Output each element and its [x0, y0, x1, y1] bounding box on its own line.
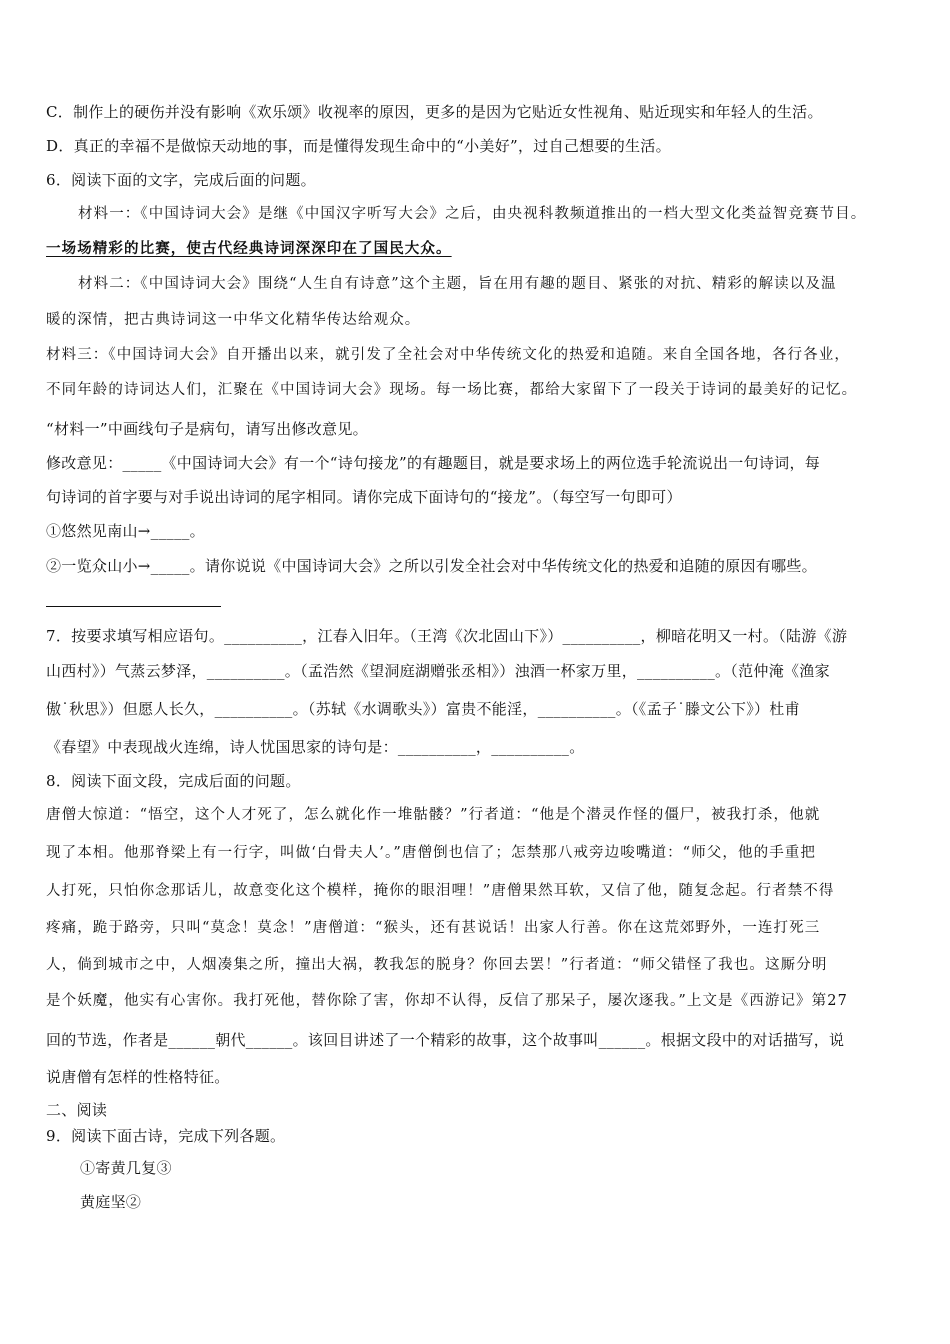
material-2-line-1: 材料二：《中国诗词大会》围绕“人生自有诗意”这个主题，旨在用有趣的题目、紧张的对抗、精彩的解读以及温	[78, 276, 837, 292]
poem-author: 黄庭坚②	[80, 1193, 142, 1211]
material-1-line-1: 材料一：《中国诗词大会》是继《中国汉字听写大会》之后，由央视科教频道推出的一档大型文化类益智竞赛节目。	[78, 206, 867, 222]
question-7-line-3: 傲˙秋思》）但愿人长久，__________。（苏轼《水调歌头》）富贵不能淫，__________。（《孟子˙滕文公下》）杜甫	[46, 700, 800, 718]
passage-line-4: 疼痛，跪于路旁，只叫“莫念！莫念！”唐僧道：“猴头，还有甚说话！出家人行善。你在这荒郊野外，一连打死三	[46, 920, 821, 936]
passage-line-1: 唐僧大惊道：“悟空，这个人才死了，怎么就化作一堆骷髅？”行者道：“他是个潜灵作怪的僵尸，被我打杀，他就	[46, 807, 821, 823]
question-7-line-1: 7．按要求填写相应语句。__________，江春入旧年。（王湾《次北固山下》）__________，柳暗花明又一村。（陆游《游	[46, 627, 848, 645]
question-8-prompt-line-1: 回的节选，作者是______朝代______。该回目讲述了一个精彩的故事，这个故事叫______。根据文段中的对话描写，说	[46, 1031, 845, 1049]
material-1-underlined-sentence: 一场场精彩的比赛，使古代经典诗词深深印在了国民大众。	[46, 240, 452, 257]
question-7-line-4: 《春望》中表现战火连绵，诗人忧国思家的诗句是：__________，__________。	[46, 738, 585, 756]
passage-line-5: 人，倘到城市之中，人烟凑集之所，撞出大祸，教我怎的脱身？你回去罢！”行者道：“师父错怪了我也。这厮分明	[46, 957, 828, 973]
question-6-prompt: “材料一”中画线句子是病句，请写出修改意见。	[46, 420, 368, 438]
question-6-heading: 6．阅读下面的文字，完成后面的问题。	[46, 171, 316, 189]
answer-blank-line	[46, 606, 221, 607]
material-2-line-2: 暖的深情，把古典诗词这一中华文化精华传达给观众。	[46, 312, 421, 328]
option-d: D．真正的幸福不是做惊天动地的事，而是懂得发现生命中的“小美好”，过自己想要的生活。	[46, 137, 671, 155]
material-3-line-1: 材料三：《中国诗词大会》自开播出以来，就引发了全社会对中华传统文化的热爱和追随。来自全国各地，各行各业，	[46, 347, 850, 363]
poem-title: ①寄黄几复③	[80, 1159, 172, 1177]
material-3-line-2: 不同年龄的诗词达人们，汇聚在《中国诗词大会》现场。每一场比赛，都给大家留下了一段关于诗词的最美好的记忆。	[46, 382, 858, 398]
option-c: C．制作上的硬伤并没有影响《欢乐颂》收视率的原因，更多的是因为它贴近女性视角、贴近现实和年轻人的生活。	[46, 103, 823, 121]
question-6-revision-line-1: 修改意见：_____《中国诗词大会》有一个“诗句接龙”的有趣题目，就是要求场上的两位选手轮流说出一句诗词，每	[46, 454, 821, 472]
section-2-heading: 二、阅读	[46, 1101, 108, 1119]
question-6-revision-line-2: 句诗词的首字要与对手说出诗词的尾字相同。请你完成下面诗句的“接龙”。（每空写一句即可）	[46, 488, 682, 506]
passage-line-2: 现了本相。他那脊梁上有一行字，叫做‘白骨夫人’。”唐僧倒也信了；怎禁那八戒旁边唆嘴道：“师父，他的手重把	[46, 845, 816, 861]
question-8-heading: 8．阅读下面文段，完成后面的问题。	[46, 772, 301, 790]
question-9-heading: 9．阅读下面古诗，完成下列各题。	[46, 1127, 286, 1145]
question-7-line-2: 山西村》）气蒸云梦泽，__________。（孟浩然《望洞庭湖赠张丞相》）浊酒一杯家万里，__________。（范仲淹《渔家	[46, 662, 830, 680]
passage-line-3: 人打死，只怕你念那话儿，故意变化这个模样，掩你的眼泪哩！”唐僧果然耳软，又信了他，随复念起。行者禁不得	[46, 883, 835, 899]
question-8-prompt-line-2: 说唐僧有怎样的性格特征。	[46, 1068, 230, 1086]
passage-line-6: 是个妖魔，他实有心害你。我打死他，替你除了害，你却不认得，反信了那呆子，屡次逐我。”上文是《西游记》第27	[46, 993, 848, 1009]
poem-chain-2: ②一览众山小→_____。请你说说《中国诗词大会》之所以引发全社会对中华传统文化的热爱和追随的原因有哪些。	[46, 557, 817, 575]
poem-chain-1: ①悠然见南山→_____。	[46, 522, 205, 540]
